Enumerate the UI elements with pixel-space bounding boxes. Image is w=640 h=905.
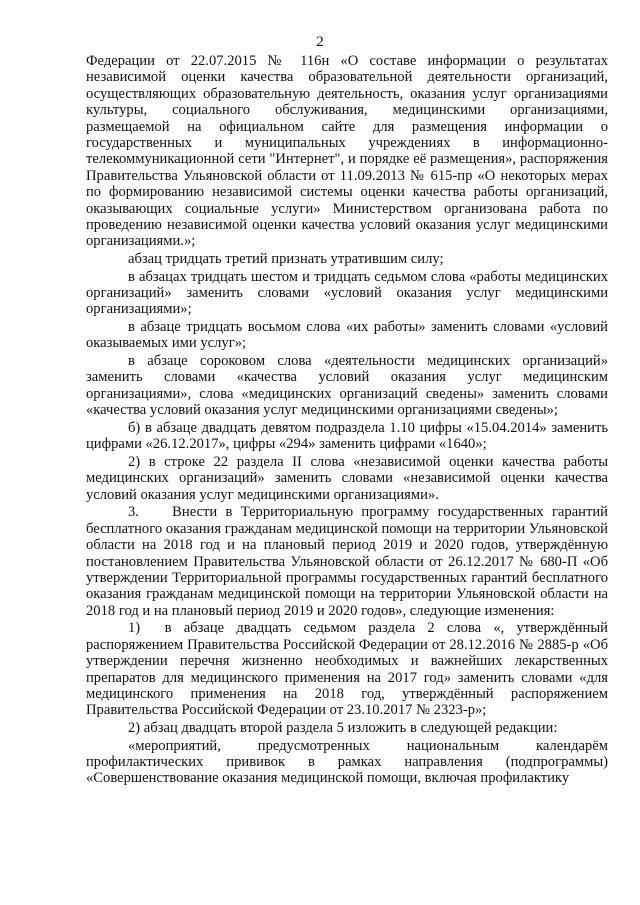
paragraph: в абзаце сороковом слова «деятельности медицинских организаций» заменить словами «качества условий оказания услуг медицинским организациями», слова «медицинских организаций сведены» заменить словами «качества условий оказания услуг медицинскими организациями сведены»; <box>86 353 608 419</box>
document-body <box>86 53 608 788</box>
paragraph: 1) в абзаце двадцать седьмом раздела 2 слова «, утверждённый распоряжением Правительства Российской Федерации от 28.12.2016 № 2885-р «Об утверждении перечня жизненно необходимых и важнейших лекарственных препаратов для медицинского применения на 2017 год» заменить словами «для медицинского применения на 2018 год, утверждённый распоряжением Правительства Российской Федерации от 23.10.2017 № 2323-р»; <box>86 620 608 719</box>
paragraph: 2) в строке 22 раздела II слова «независимой оценки качества работы медицинских организаций» заменить словами «независимой оценки качества условий оказания услуг медицинскими организациями». <box>86 453 608 503</box>
page-number: 2 <box>316 34 324 50</box>
paragraph: в абзацах тридцать шестом и тридцать седьмом слова «работы медицинских организаций» заменить словами «условий оказания услуг медицинскими организациями»; <box>86 268 608 318</box>
paragraph: в абзаце тридцать восьмом слова «их работы» заменить словами «условий оказываемых ими услуг»; <box>86 319 608 352</box>
paragraph: абзац тридцать третий признать утратившим силу; <box>128 251 444 268</box>
paragraph: Федерации от 22.07.2015 № 116н «О составе информации о результатах независимой оценки качества образовательной деятельности организаций, осуществляющих образовательную деятельность, оказания услуг организациями культуры, социального обслуживания, медицинскими организациями, размещаемой на официальном сайте для размещения информации о государственных и муниципальных учреждениях в информационно-телекоммуникационной сети "Интернет", и порядке её размещения», распоряжения Правительства Ульяновской области от 11.09.2013 № 615-пр «О некоторых мерах по формированию независимой системы оценки качества работы организаций, оказывающих социальные услуги» Министерством организована работа по проведению независимой оценки качества условий оказания услуг медицинскими организациями.»; <box>86 53 608 250</box>
paragraph: «мероприятий, предусмотренных национальным календарём профилактических прививок в рамках направления (подпрограммы) «Совершенствование оказания медицинской помощи, включая профилактику <box>86 737 608 787</box>
paragraph: 3. Внести в Территориальную программу государственных гарантий бесплатного оказания гражданам медицинской помощи на территории Ульяновской области на 2018 год и на плановый период 2019 и 2020 годов, утверждённую постановлением Правительства Ульяновской области от 26.12.2017 № 680-П «Об утверждении Территориальной программы государственных гарантий бесплатного оказания гражданам медицинской помощи на территории Ульяновской области на 2018 год и на плановый период 2019 и 2020 годов», следующие изменения: <box>86 504 608 619</box>
paragraph: 2) абзац двадцать второй раздела 5 изложить в следующей редакции: <box>128 719 558 736</box>
paragraph: б) в абзаце двадцать девятом подраздела 1.10 цифры «15.04.2014» заменить цифрами «26.12.2017», цифры «294» заменить цифрами «1640»; <box>86 419 608 453</box>
